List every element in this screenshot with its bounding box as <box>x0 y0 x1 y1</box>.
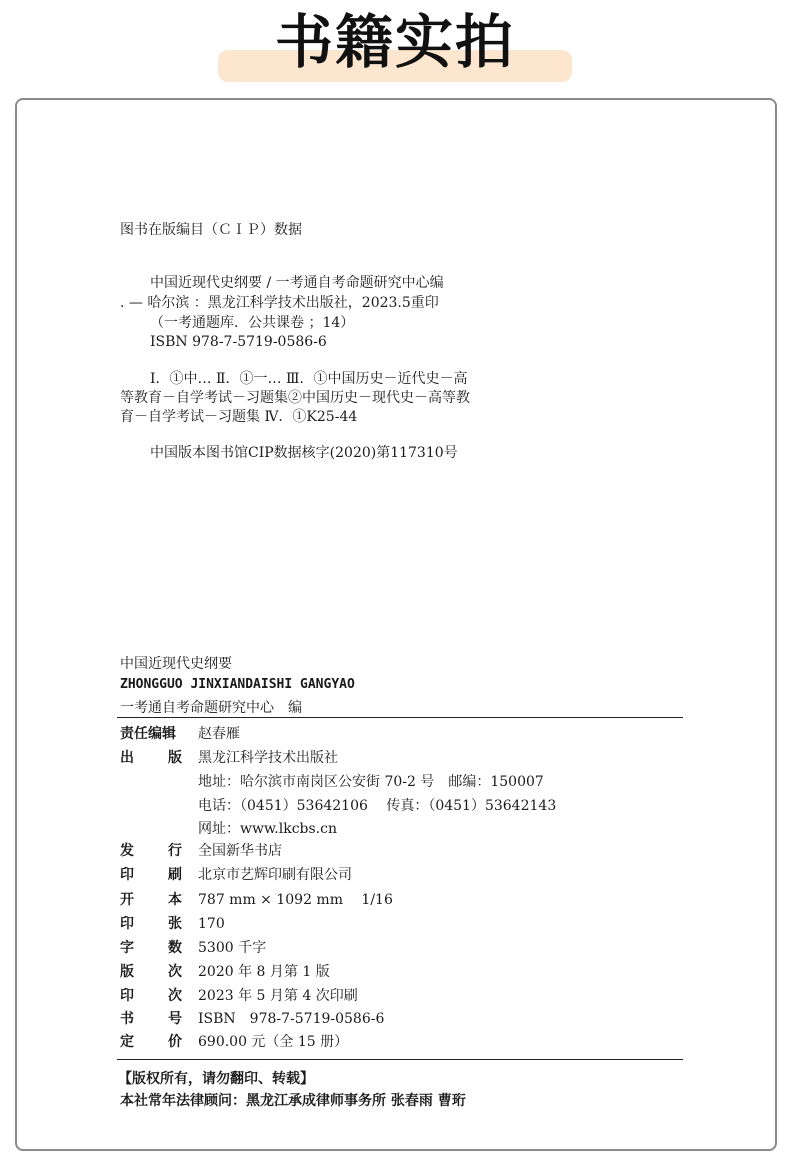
detail-label: 书 号 <box>120 1011 182 1027</box>
bottom-rule <box>117 1059 683 1060</box>
detail-label: 责任编辑 <box>120 726 176 742</box>
top-rule <box>117 717 683 718</box>
detail-value: 全国新华书店 <box>198 843 282 859</box>
detail-value: 赵春雁 <box>198 726 240 742</box>
detail-value: 5300 千字 <box>198 940 267 956</box>
detail-label: 印 次 <box>120 988 182 1004</box>
detail-value: 690.00 元（全 15 册） <box>198 1034 349 1050</box>
detail-label <box>120 747 182 769</box>
detail-label: 发 行 <box>120 843 182 859</box>
copyright-notice: 【版权所有，请勿翻印、转载】 <box>118 1071 314 1087</box>
detail-label: 定 价 <box>120 1034 182 1050</box>
detail-label: 字 数 <box>120 940 182 956</box>
book-author: 一考通自考命题研究中心 编 <box>120 700 302 716</box>
legal-counsel: 本社常年法律顾问：黑龙江承成律师事务所 张春雨 曹珩 <box>120 1093 466 1109</box>
detail-value: 170 <box>198 916 225 932</box>
cip-line: （一考通题库．公共课卷 ；14） <box>150 315 355 331</box>
cip-classification-line: 育－自学考试－习题集 Ⅳ．①K25-44 <box>120 409 358 425</box>
detail-value: 黑龙江科学技术出版社 <box>198 750 338 766</box>
detail-label-char: 出 <box>120 750 134 766</box>
detail-label: 印 刷 <box>120 867 182 883</box>
cip-line: . — 哈尔滨 ：黑龙江科学技术出版社，2023.5重印 <box>120 295 439 311</box>
detail-label: 开 本 <box>120 892 182 908</box>
detail-value: 地址：哈尔滨市南岗区公安街 70-2 号 邮编：150007 <box>198 774 544 790</box>
cip-line: 中国近现代史纲要 / 一考通自考命题研究中心编 <box>150 275 444 291</box>
cip-classification-line: 等教育－自学考试－习题集②中国历史－现代史－高等教 <box>120 390 470 406</box>
detail-value: 2020 年 8 月第 1 版 <box>198 964 330 980</box>
detail-label: 版 次 <box>120 964 182 980</box>
detail-value: 787 mm × 1092 mm 1/16 <box>198 892 393 908</box>
detail-label-char: 版 <box>168 750 182 766</box>
cip-verification: 中国版本图书馆CIP数据核字(2020)第117310号 <box>150 445 458 461</box>
cip-line: ISBN 978-7-5719-0586-6 <box>150 334 327 350</box>
detail-label: 印 张 <box>120 916 182 932</box>
book-title: 中国近现代史纲要 <box>120 656 232 672</box>
detail-value: 网址：www.lkcbs.cn <box>198 821 337 837</box>
detail-value: 电话：（0451）53642106 传真：（0451）53642143 <box>198 798 557 814</box>
detail-value: ISBN 978-7-5719-0586-6 <box>198 1011 385 1027</box>
book-title-pinyin: ZHONGGUO JINXIANDAISHI GANGYAO <box>120 677 355 692</box>
detail-value: 2023 年 5 月第 4 次印刷 <box>198 988 358 1004</box>
cip-heading: 图书在版编目（ＣＩＰ）数据 <box>120 222 302 238</box>
cip-classification-line: Ⅰ．①中… Ⅱ．①一… Ⅲ．①中国历史－近代史－高 <box>150 371 468 387</box>
detail-value: 北京市艺辉印刷有限公司 <box>198 867 352 883</box>
banner-title: 书籍实拍 <box>274 8 515 76</box>
